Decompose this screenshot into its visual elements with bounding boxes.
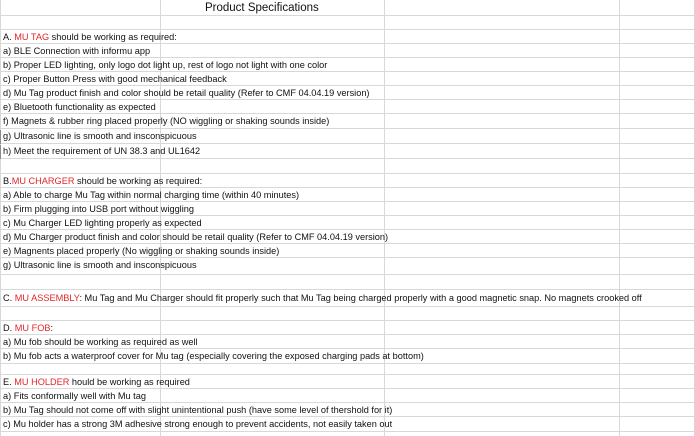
spec-text: b) Proper LED lighting, only logo dot light up, rest of logo not light with one color [3,60,328,70]
section-prefix: C. [3,293,15,303]
cell-edge [0,145,1,159]
section-prefix: E. [3,377,15,387]
spec-text: c) Mu Charger LED lighting properly as expected [3,218,202,228]
spec-text: g) Ultrasonic line is smooth and insconspicuous [3,131,197,141]
spec-row[interactable] [0,129,695,144]
spec-text: d) Mu Tag product finish and color should be retail quality (Refer to CMF 04.04.19 version) [3,88,370,98]
spec-row[interactable] [0,44,695,58]
spec-row[interactable] [0,335,695,349]
empty-row[interactable] [0,159,695,174]
spec-text: a) BLE Connection with informu app [3,46,151,56]
spec-row[interactable] [0,188,695,202]
spec-text: b) Mu Tag should not come off with slight unintentional push (have some level of thershold for it) [3,405,393,415]
section-suffix: : Mu Tag and Mu Charger should fit properly such that Mu Tag being charged properly with a good magnetic snap. No magnets crooked off [79,293,642,303]
spec-row[interactable] [0,244,695,258]
spec-row[interactable] [0,144,695,159]
spec-text: d) Mu Charger product finish and color should be retail quality (Refer to CMF 04.04.19 version) [3,232,389,242]
section-highlight: MU TAG [14,32,50,42]
spec-row[interactable] [0,389,695,403]
empty-row[interactable] [0,16,695,30]
section-highlight: MU CHARGER [11,176,75,186]
spec-text: b) Mu fob acts a waterproof cover for Mu tag (especially covering the exposed charging pads at bottom) [3,351,424,361]
spec-row[interactable] [0,403,695,417]
spec-text: a) Able to charge Mu Tag within normal charging time (within 40 minutes) [3,190,300,200]
spec-row[interactable] [0,100,695,114]
section-header-mu-tag[interactable] [0,30,695,44]
spec-row[interactable] [0,114,695,129]
empty-row[interactable] [0,307,695,321]
spec-row[interactable] [0,202,695,216]
sheet-title: Product Specifications [205,2,319,14]
spec-row[interactable] [0,216,695,230]
section-highlight: MU FOB [14,323,51,333]
spec-text: e) Magnents placed properly (No wiggling or shaking sounds inside) [3,246,280,256]
section-prefix: D. [3,323,15,333]
spec-text: f) Magnets & rubber ring placed properly (NO wiggling or shaking sounds inside) [3,116,330,126]
section-highlight: MU ASSEMBLY [14,293,80,303]
section-header-mu-charger[interactable] [0,174,695,188]
spec-row[interactable] [0,230,695,244]
title-row[interactable] [0,0,695,16]
section-highlight: MU HOLDER [14,377,70,387]
section-prefix: A. [3,32,15,42]
section-suffix: hould be working as required [69,377,190,387]
spec-text: b) Firm plugging into USB port without wiggling [3,204,194,214]
section-suffix: should be working as required: [74,176,203,186]
cell-edge [0,130,1,144]
spec-row[interactable] [0,258,695,275]
spec-text: a) Fits conformally well with Mu tag [3,391,146,401]
section-header-mu-holder[interactable] [0,375,695,389]
spec-text: g) Ultrasonic line is smooth and insconspicuous [3,260,197,270]
empty-row[interactable] [0,275,695,290]
section-suffix: : [50,323,54,333]
section-suffix: should be working as required: [49,32,177,42]
section-header-mu-fob[interactable] [0,321,695,335]
spec-row[interactable] [0,58,695,72]
spec-row[interactable] [0,349,695,364]
spec-text: a) Mu fob should be working as required as well [3,337,198,347]
section-prefix: B. [3,176,12,186]
spec-text: c) Proper Button Press with good mechanical feedback [3,74,227,84]
section-header-mu-assembly[interactable] [0,290,695,307]
spec-row[interactable] [0,417,695,432]
spec-text: e) Bluetooth functionality as expected [3,102,156,112]
spec-row[interactable] [0,86,695,100]
spec-text: c) Mu holder has a strong 3M adhesive strong enough to prevent accidents, not easily taken out [3,419,393,429]
empty-row[interactable] [0,364,695,375]
spec-row[interactable] [0,72,695,86]
spec-text: h) Meet the requirement of UN 38.3 and UL1642 [3,146,201,156]
